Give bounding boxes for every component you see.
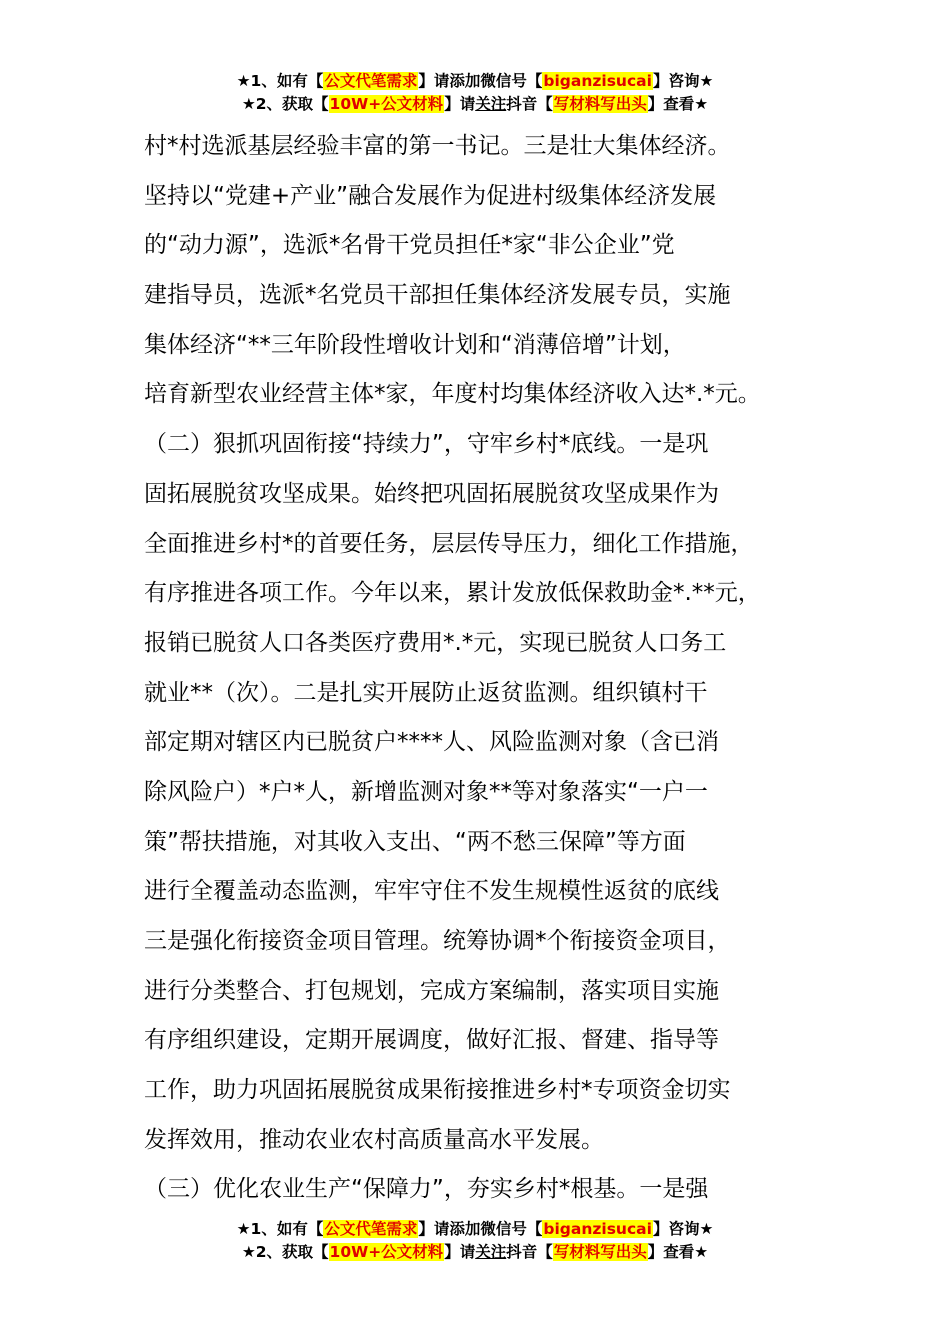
body-line: （三）优化农业生产“保障力”，夯实乡村*根基。一是强 — [144, 1176, 709, 1203]
banner-text: 】请 — [444, 1243, 476, 1261]
banner-highlight: 10W+公文材料 — [329, 95, 444, 113]
banner-text: ★2、获取【 — [241, 95, 329, 113]
banner-highlight: 写材料写出头 — [553, 1243, 647, 1261]
banner-text: 】咨询★ — [652, 72, 714, 90]
body-line: 固拓展脱贫攻坚成果。始终把巩固拓展脱贫攻坚成果作为 — [144, 480, 719, 507]
body-line: 报销已脱贫人口各类医疗费用*.*元，实现已脱贫人口务工 — [144, 629, 727, 656]
banner-underlined-text: 关注 — [475, 1243, 507, 1261]
banner-highlight: 公文代笔需求 — [324, 72, 418, 90]
banner-line-1 — [0, 1218, 950, 1241]
footer-banner — [0, 1218, 950, 1264]
body-line: 进行分类整合、打包规划，完成方案编制，落实项目实施 — [144, 977, 719, 1004]
body-line: 培育新型农业经营主体*家，年度村均集体经济收入达*.*元。 — [144, 381, 761, 408]
banner-underlined-text: 关注 — [475, 95, 507, 113]
body-line: 进行全覆盖动态监测，牢牢守住不发生规模性返贫的底线 — [144, 878, 719, 905]
body-line: 三是强化衔接资金项目管理。统筹协调*个衔接资金项目， — [144, 928, 731, 954]
header-banner — [0, 70, 950, 116]
banner-highlight: 公文代笔需求 — [324, 1220, 418, 1238]
banner-text: ★1、如有【 — [236, 1220, 324, 1238]
body-line: 建指导员，选派*名党员干部担任集体经济发展专员，实施 — [144, 282, 731, 309]
body-line: 工作，助力巩固拓展脱贫成果衔接推进乡村*专项资金切实 — [144, 1077, 731, 1104]
document-body — [144, 122, 834, 1215]
banner-highlight: biganzisucai — [543, 1220, 652, 1238]
banner-line-2 — [0, 93, 950, 116]
body-line: 策”帮扶措施，对其收入支出、“两不愁三保障”等方面 — [144, 828, 686, 855]
banner-line-1 — [0, 70, 950, 93]
banner-line-2 — [0, 1241, 950, 1264]
banner-text: 】请添加微信号【 — [418, 72, 543, 90]
banner-text: ★2、获取【 — [241, 1243, 329, 1261]
body-line: 村*村选派基层经验丰富的第一书记。三是壮大集体经济。 — [144, 133, 731, 159]
body-line: （二）狠抓巩固衔接“持续力”，守牢乡村*底线。一是巩 — [144, 431, 709, 458]
banner-highlight: 写材料写出头 — [553, 95, 647, 113]
banner-text: 】咨询★ — [652, 1220, 714, 1238]
banner-text: 抖音【 — [506, 1243, 553, 1261]
banner-text: ★1、如有【 — [236, 72, 324, 90]
banner-highlight: 10W+公文材料 — [329, 1243, 444, 1261]
banner-text: 】查看★ — [647, 95, 709, 113]
body-line: 有序组织建设，定期开展调度，做好汇报、督建、指导等 — [144, 1027, 719, 1054]
banner-text: 】请添加微信号【 — [418, 1220, 543, 1238]
body-line: 全面推进乡村*的首要任务，层层传导压力，细化工作措施， — [144, 530, 754, 557]
body-line: 有序推进各项工作。今年以来，累计发放低保救助金*.**元， — [144, 580, 761, 607]
body-line: 部定期对辖区内已脱贫户****人、风险监测对象（含已消 — [144, 729, 719, 756]
body-line: 集体经济“**三年阶段性增收计划和“消薄倍增”计划， — [144, 331, 686, 358]
body-line: 的“动力源”，选派*名骨干党员担任*家“非公企业”党 — [144, 232, 675, 259]
body-line: 就业**（次）。二是扎实开展防止返贫监测。组织镇村干 — [144, 679, 708, 706]
body-line: 坚持以“党建+产业”融合发展作为促进村级集体经济发展 — [144, 182, 717, 209]
banner-highlight: biganzisucai — [543, 72, 652, 90]
banner-text: 】查看★ — [647, 1243, 709, 1261]
banner-text: 】请 — [444, 95, 476, 113]
body-line: 发挥效用，推动农业农村高质量高水平发展。 — [144, 1126, 604, 1153]
body-line: 除风险户）*户*人，新增监测对象**等对象落实“一户一 — [144, 778, 708, 805]
banner-text: 抖音【 — [506, 95, 553, 113]
